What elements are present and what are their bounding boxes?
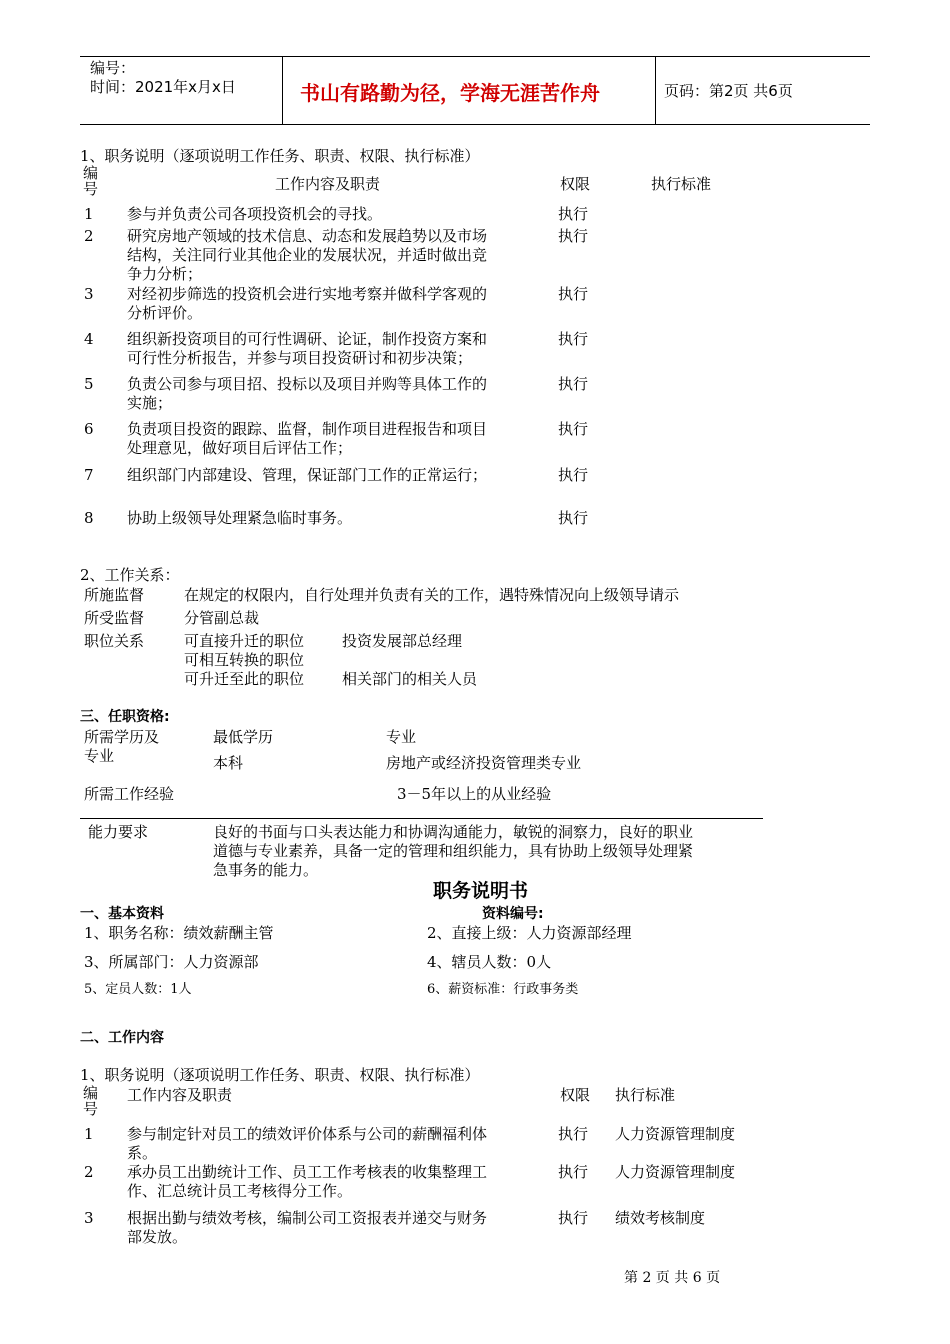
qual-exp-value: 3－5年以上的从业经验 bbox=[397, 785, 552, 803]
rel-supervise-value: 在规定的权限内，自行处理并负责有关的工作，遇特殊情况向上级领导请示 bbox=[184, 586, 680, 604]
job2-duty-no: 1 bbox=[84, 1125, 94, 1143]
job1-duty-text: 结构，关注同行业其他企业的发展状况，并适时做出竞 bbox=[127, 246, 488, 264]
job2-duty-authority: 执行 bbox=[558, 1163, 589, 1181]
header-divider-right bbox=[655, 56, 656, 125]
job1-duty-no: 2 bbox=[84, 227, 94, 245]
qual-divider bbox=[80, 818, 763, 819]
ability-line-3: 急事务的能力。 bbox=[213, 861, 319, 879]
job1-col-content: 工作内容及职责 bbox=[275, 175, 381, 193]
header-date-label: 时间：2021年x月x日 bbox=[90, 78, 236, 96]
job2-duty-text: 系。 bbox=[127, 1144, 158, 1162]
job2-col-no: 编号 bbox=[83, 1084, 99, 1118]
job2-dept: 3、所属部门：人力资源部 bbox=[84, 953, 259, 971]
job2-duty-authority: 执行 bbox=[558, 1209, 589, 1227]
rel-promote-to-value: 投资发展部总经理 bbox=[342, 632, 463, 650]
job2-duty-text: 部发放。 bbox=[127, 1228, 188, 1246]
job1-duty-no: 3 bbox=[84, 285, 94, 303]
job1-duty-no: 6 bbox=[84, 420, 94, 438]
job2-duty-no: 3 bbox=[84, 1209, 94, 1227]
rel-supervised-label: 所受监督 bbox=[84, 609, 145, 627]
rel-supervise-label: 所施监督 bbox=[84, 586, 145, 604]
job1-col-standard: 执行标准 bbox=[651, 175, 712, 193]
job1-duty-no: 1 bbox=[84, 205, 94, 223]
rel-promote-from-label: 可升迁至此的职位 bbox=[184, 670, 305, 688]
job2-salary: 6、薪资标准：行政事务类 bbox=[427, 982, 579, 997]
qual-min-edu-label: 最低学历 bbox=[213, 728, 274, 746]
job2-duty-text: 参与制定针对员工的绩效评价体系与公司的薪酬福利体 bbox=[127, 1125, 488, 1143]
job1-duty-no: 7 bbox=[84, 466, 94, 484]
job2-doc-no-label: 资料编号: bbox=[482, 906, 544, 922]
job2-subordinates: 4、辖员人数：0人 bbox=[427, 953, 552, 971]
job1-duty-no: 4 bbox=[84, 330, 94, 348]
job1-duty-authority: 执行 bbox=[558, 227, 589, 245]
qual-title: 三、任职资格: bbox=[80, 709, 170, 725]
header-page-label: 页码：第2页 共6页 bbox=[664, 82, 793, 100]
job1-duty-authority: 执行 bbox=[558, 509, 589, 527]
job2-duty-text: 承办员工出勤统计工作、员工工作考核表的收集整理工 bbox=[127, 1163, 488, 1181]
job1-duty-text: 争力分析； bbox=[127, 265, 203, 283]
job1-relations-title: 2、工作关系： bbox=[80, 566, 180, 584]
ability-line-2: 道德与专业素养，具备一定的管理和组织能力，具有协助上级领导处理紧 bbox=[213, 842, 694, 860]
job1-duty-text: 对经初步筛选的投资机会进行实地考察并做科学客观的 bbox=[127, 285, 488, 303]
job2-duty-no: 2 bbox=[84, 1163, 94, 1181]
job2-headcount: 5、定员人数：1人 bbox=[84, 982, 192, 997]
job1-duty-authority: 执行 bbox=[558, 205, 589, 223]
qual-edu-label-2: 专业 bbox=[84, 747, 115, 765]
job1-duty-text: 组织部门内部建设、管理，保证部门工作的正常运行； bbox=[127, 466, 488, 484]
job1-duty-text: 分析评价。 bbox=[127, 304, 203, 322]
job2-content-title: 二、工作内容 bbox=[80, 1030, 164, 1046]
rel-rotate-label: 可相互转换的职位 bbox=[184, 651, 305, 669]
job1-duty-text: 参与并负责公司各项投资机会的寻找。 bbox=[127, 205, 383, 223]
ability-line-1: 良好的书面与口头表达能力和协调沟通能力，敏锐的洞察力，良好的职业 bbox=[213, 823, 694, 841]
job1-duty-authority: 执行 bbox=[558, 285, 589, 303]
job1-duty-authority: 执行 bbox=[558, 330, 589, 348]
job2-duty-text: 根据出勤与绩效考核，编制公司工资报表并递交与财务 bbox=[127, 1209, 488, 1227]
job2-duty-standard: 绩效考核制度 bbox=[615, 1209, 706, 1227]
job2-doc-title: 职务说明书 bbox=[433, 880, 529, 902]
job1-duty-text: 负责项目投资的跟踪、监督，制作项目进程报告和项目 bbox=[127, 420, 488, 438]
header-bottom-rule bbox=[80, 124, 870, 125]
qual-exp-label: 所需工作经验 bbox=[84, 785, 175, 803]
rel-position-label: 职位关系 bbox=[84, 632, 145, 650]
job1-duty-no: 8 bbox=[84, 509, 94, 527]
job1-col-no: 编号 bbox=[83, 164, 99, 198]
job1-duty-authority: 执行 bbox=[558, 375, 589, 393]
rel-supervised-value: 分管副总裁 bbox=[184, 609, 260, 627]
qual-min-edu-value: 本科 bbox=[213, 754, 244, 772]
job1-duty-text: 实施； bbox=[127, 394, 173, 412]
qual-major-value: 房地产或经济投资管理类专业 bbox=[386, 754, 582, 772]
rel-promote-to-label: 可直接升迁的职位 bbox=[184, 632, 305, 650]
job1-duty-no: 5 bbox=[84, 375, 94, 393]
footer-page: 第 2 页 共 6 页 bbox=[624, 1270, 721, 1286]
job1-duty-text: 组织新投资项目的可行性调研、论证，制作投资方案和 bbox=[127, 330, 488, 348]
job2-duty-standard: 人力资源管理制度 bbox=[615, 1163, 736, 1181]
job1-duty-text: 协助上级领导处理紧急临时事务。 bbox=[127, 509, 353, 527]
job1-duty-text: 可行性分析报告，并参与项目投资研讨和初步决策； bbox=[127, 349, 473, 367]
header-motto: 书山有路勤为径，学海无涯苦作舟 bbox=[300, 81, 600, 105]
job1-duty-authority: 执行 bbox=[558, 420, 589, 438]
job2-duty-standard: 人力资源管理制度 bbox=[615, 1125, 736, 1143]
job2-duties-title: 1、职务说明（逐项说明工作任务、职责、权限、执行标准） bbox=[80, 1066, 480, 1084]
header-top-rule bbox=[80, 56, 870, 57]
job2-duty-authority: 执行 bbox=[558, 1125, 589, 1143]
job1-duty-authority: 执行 bbox=[558, 466, 589, 484]
job1-duty-text: 负责公司参与项目招、投标以及项目并购等具体工作的 bbox=[127, 375, 488, 393]
job2-name: 1、职务名称：绩效薪酬主管 bbox=[84, 924, 274, 942]
job2-col-authority: 权限 bbox=[560, 1086, 591, 1104]
job1-duty-text: 研究房地产领域的技术信息、动态和发展趋势以及市场 bbox=[127, 227, 488, 245]
header-number-label: 编号： bbox=[90, 59, 136, 77]
job1-duties-title: 1、职务说明（逐项说明工作任务、职责、权限、执行标准） bbox=[80, 147, 480, 165]
job2-superior: 2、直接上级：人力资源部经理 bbox=[427, 924, 632, 942]
qual-major-label: 专业 bbox=[386, 728, 417, 746]
job2-col-standard: 执行标准 bbox=[615, 1086, 676, 1104]
header-divider-left bbox=[282, 56, 283, 125]
job2-col-content: 工作内容及职责 bbox=[127, 1086, 233, 1104]
job1-duty-text: 处理意见，做好项目后评估工作； bbox=[127, 439, 353, 457]
ability-label: 能力要求 bbox=[88, 823, 149, 841]
job1-col-authority: 权限 bbox=[560, 175, 591, 193]
job2-basic-title: 一、基本资料 bbox=[80, 906, 164, 922]
qual-edu-label-1: 所需学历及 bbox=[84, 728, 160, 746]
rel-promote-from-value: 相关部门的相关人员 bbox=[342, 670, 478, 688]
job2-duty-text: 作、汇总统计员工考核得分工作。 bbox=[127, 1182, 353, 1200]
